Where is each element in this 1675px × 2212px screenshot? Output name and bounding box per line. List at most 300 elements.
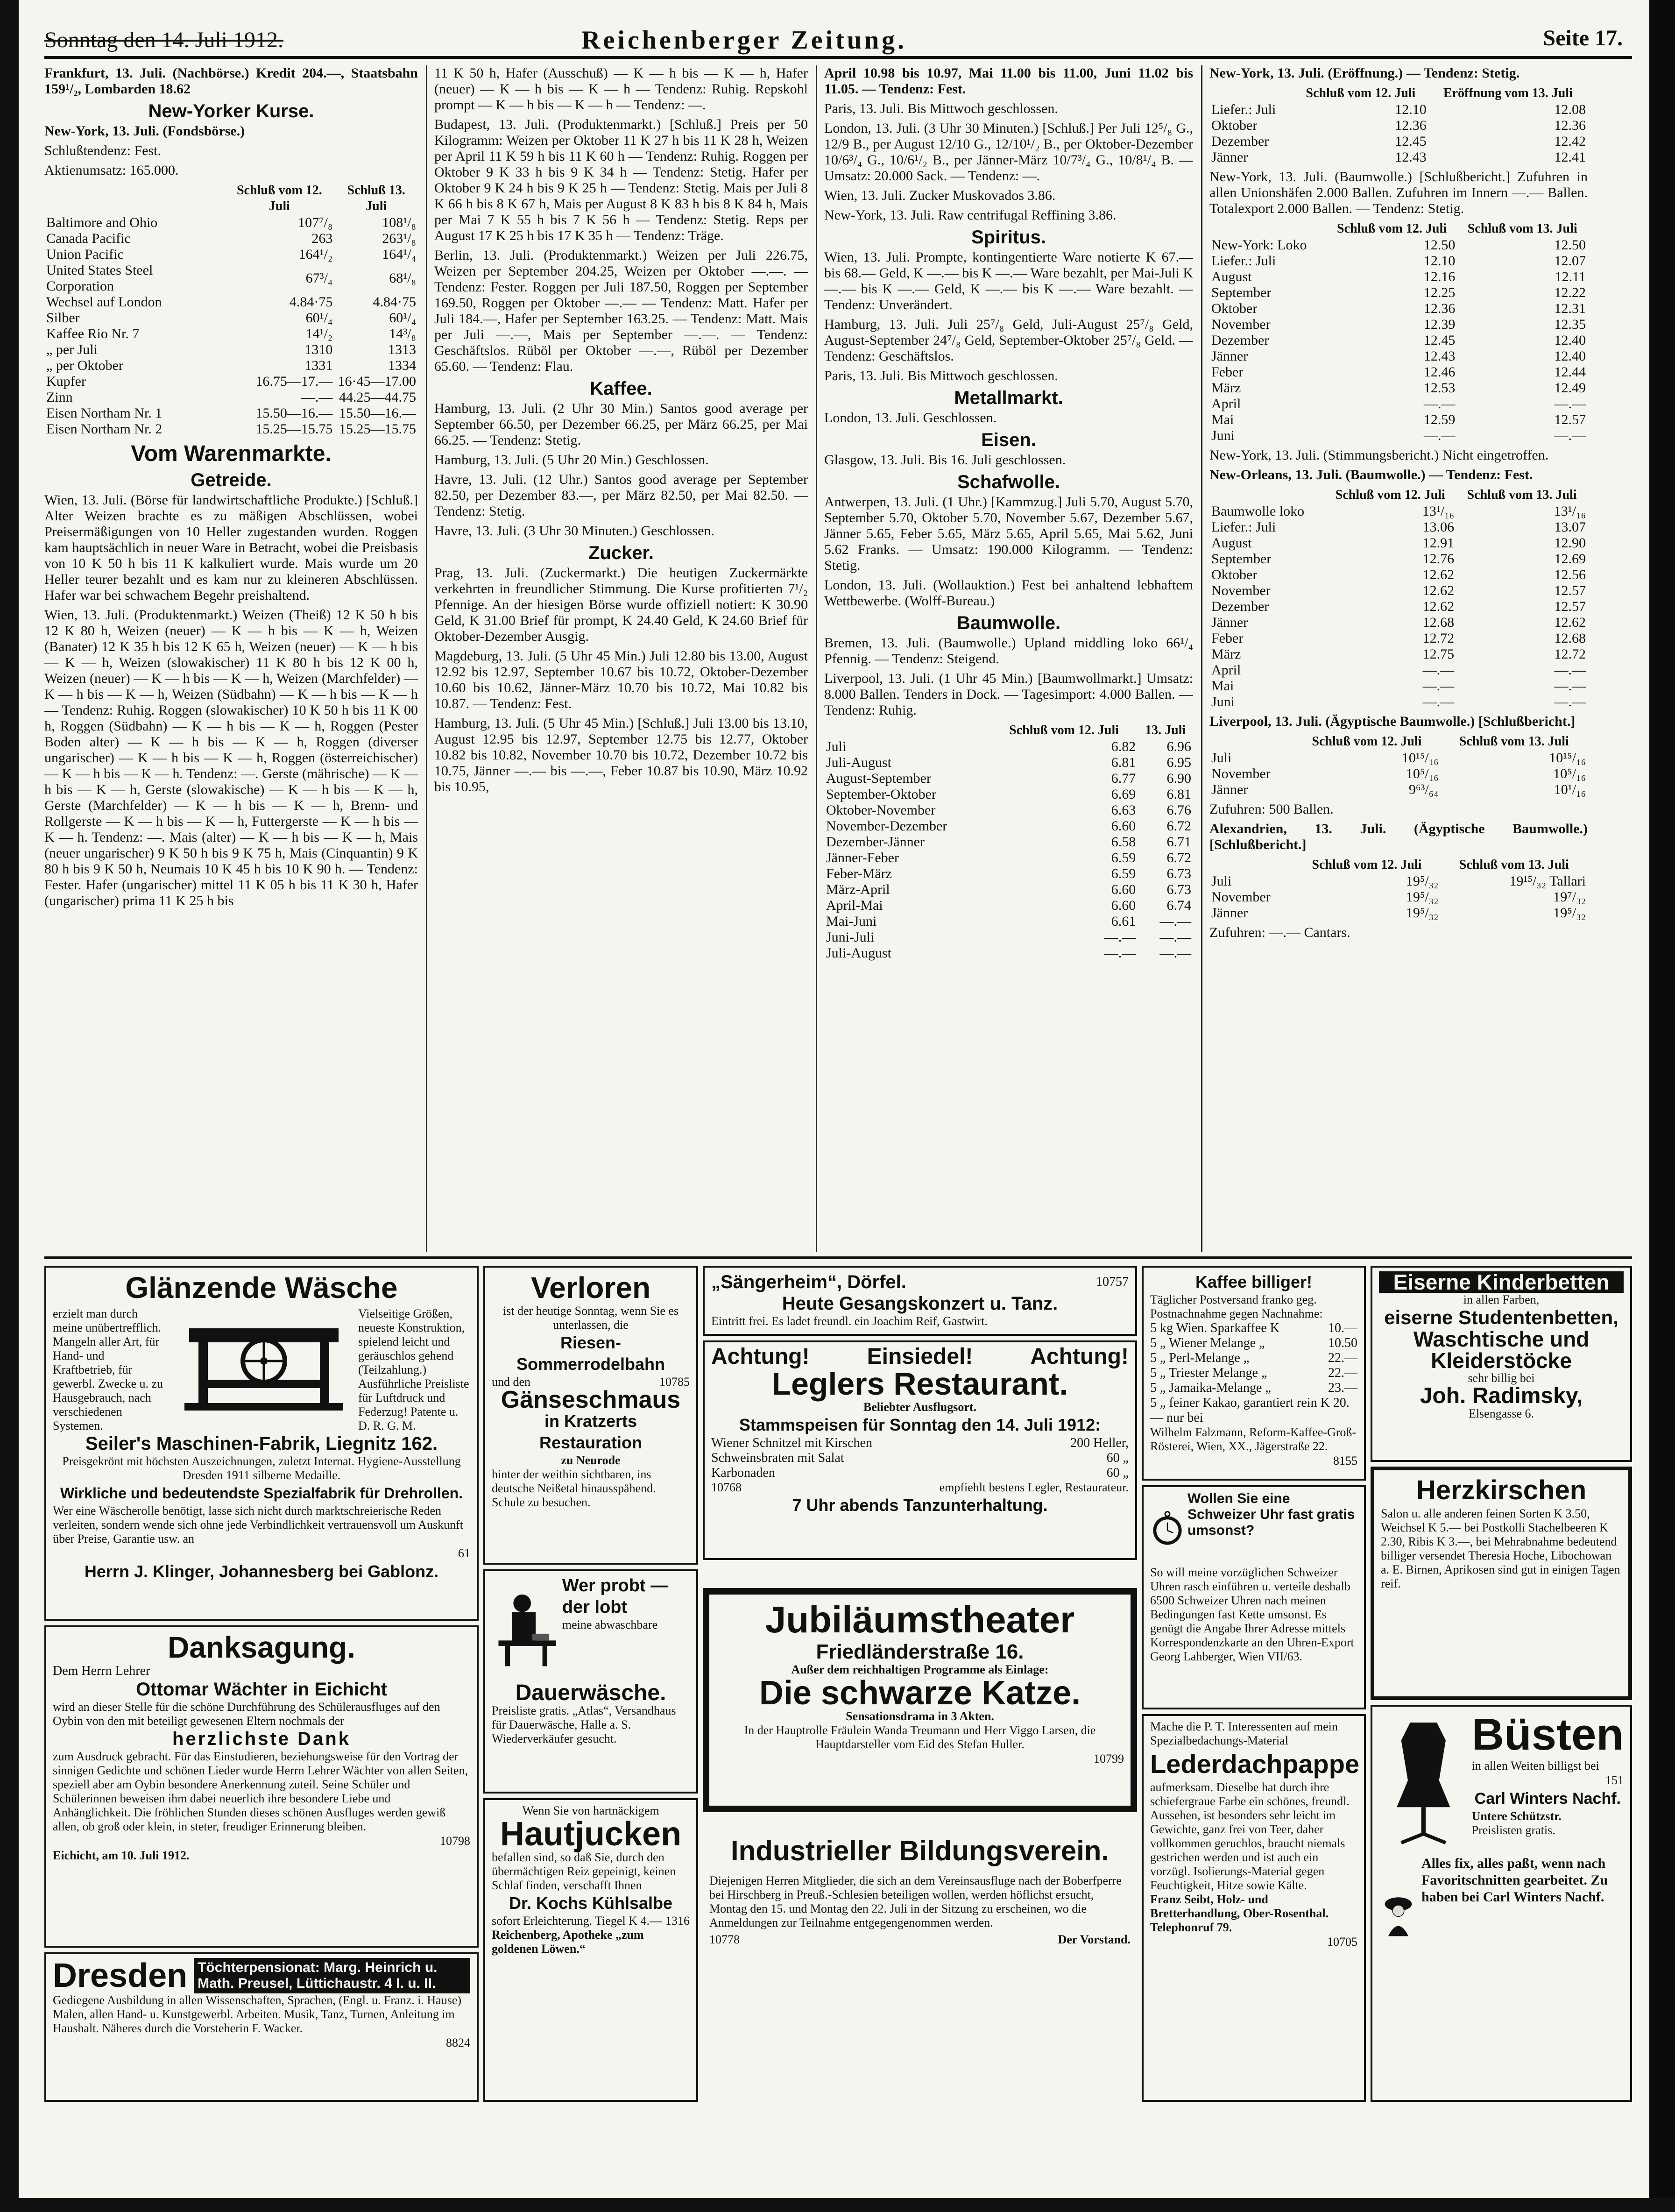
table-row: [1209, 694, 1588, 710]
table-row: [1209, 317, 1588, 333]
item-label: 5 „ Perl-Melange „: [1150, 1351, 1250, 1365]
quote-value: 12.50: [1554, 237, 1586, 253]
table-header: Schluß vom 12. Juli: [1009, 723, 1119, 737]
row-label: Eisen Northam Nr. 1: [46, 405, 163, 421]
quote-value: 12.62: [1422, 567, 1455, 582]
table-header: Schluß vom 12. Juli: [1306, 86, 1416, 100]
ad-danksagung-dank: herzlichste Dank: [172, 1729, 351, 1749]
row-label: Baumwolle loko: [1211, 503, 1305, 519]
row-label: Jänner: [1211, 615, 1248, 630]
row-label: Oktober: [1211, 567, 1258, 582]
quote-value: 12.75: [1422, 646, 1455, 662]
ad-saengerheim-line: Heute Gesangskonzert u. Tanz.: [782, 1293, 1058, 1314]
table-row: [824, 929, 1193, 945]
quote-value: —.—: [1423, 428, 1456, 443]
ad-dachpappe-title: Lederdachpappe: [1150, 1749, 1360, 1779]
ad-verloren-sub1: Riesen-Sommerrodelbahn: [516, 1333, 665, 1374]
table-header: Schluß vom 12. Juli: [1312, 858, 1422, 872]
ad-saengerheim-entry: Eintritt frei. Es ladet freundl. ein Joachim Reif, Gastwirt.: [711, 1314, 988, 1328]
quote-value: 12.36: [1423, 301, 1456, 316]
liverpool-egypt-report: Liverpool, 13. Juli. (Ägyptische Baumwolle.) [Schlußbericht.]: [1209, 714, 1576, 729]
table-row: [1209, 380, 1588, 396]
quote-value: 16.75—17.—: [255, 374, 333, 389]
ad-verloren: [483, 1266, 698, 1565]
ad-saengerheim-title: „Sängerheim“, Dörfel.: [711, 1272, 906, 1292]
quote-value: 68¹/₈: [389, 270, 416, 286]
quote-value: 19⁵/₃₂: [1406, 873, 1439, 889]
ad-theater-film: Die schwarze Katze.: [759, 1674, 1081, 1712]
quote-value: 14¹/₂: [305, 326, 333, 341]
ad-kinderbetten-l3: Waschtische und Kleiderstöcke: [1413, 1327, 1590, 1373]
ad-dachpappe-firm: Franz Seibt, Holz- und Bretterhandlung, Ober-Rosenthal. Telephonruf 79.: [1150, 1893, 1329, 1934]
quote-value: 6.95: [1166, 755, 1191, 770]
antwerpen-report: Antwerpen, 13. Juli. (1 Uhr.) [Kammzug.] Juli 5.70, August 5.70, September 5.70, Oktober 5.70, November 5.67, Dezember 5.67, Jänner 5.65, Feber 5.65, März 5.65, April 5.65, Mai 5.62, Juni 5.62 Franks. — Umsatz: 190.000 Kilogramm. — Tendenz: Stetig.: [824, 494, 1193, 573]
quote-value: 263¹/₈: [382, 231, 416, 246]
row-label: Juli: [1211, 873, 1232, 889]
table-row: [1209, 873, 1588, 889]
row-label: September: [1211, 551, 1272, 567]
row-label: New-York: Loko: [1211, 237, 1307, 253]
table-row: [824, 802, 1193, 818]
quote-value: 1310: [304, 342, 333, 357]
row-label: August: [1211, 269, 1252, 284]
ad-kinderbetten-l2: eiserne Studentenbetten,: [1384, 1306, 1618, 1328]
table-row: [1209, 662, 1588, 678]
ad-atlas-product: Dauerwäsche.: [515, 1680, 666, 1705]
pocket-watch-icon: [1150, 1491, 1185, 1566]
ad-verloren-text3: in Kratzerts Restauration: [539, 1411, 643, 1452]
london-report: London, 13. Juli. (3 Uhr 30 Minuten.) [Schluß.] Per Juli 12⁵/₈ G., 12/9 B., per August 12/10 G., 12/10¹/₂ B., per Oktober-Dezember 10/6³/₄ G., 10/6¹/₂ B., per Jänner-März 10/7³/₄ G., 10/8¹/₄ B. — Umsatz: 20.000 Sack. — Tendenz: —.: [824, 121, 1193, 184]
quote-value: 6.58: [1111, 834, 1136, 850]
ad-buesten: [1371, 1705, 1632, 2102]
quote-value: 12.91: [1422, 535, 1455, 551]
hamburg-kaffee-report-2: Hamburg, 13. Juli. (5 Uhr 20 Min.) Geschlossen.: [434, 452, 709, 468]
table-row: [1209, 396, 1588, 412]
ad-waesche-title: Glänzende Wäsche: [125, 1271, 398, 1305]
quote-value: —.—: [1159, 945, 1191, 961]
quote-value: 6.73: [1166, 882, 1191, 897]
magdeburg-report: Magdeburg, 13. Juli. (5 Uhr 45 Min.) Juli 12.80 bis 13.00, August 12.92 bis 12.97, September 10.67 bis 10.72, Oktober-Dezember 10.60 bis 10.62, Jänner-März 10.70 bis 10.72, Mai 10.82 bis 10.87. — Tendenz: Fest.: [434, 648, 808, 711]
quote-value: 67³/₄: [305, 270, 333, 286]
ad-buesten-text: in allen Weiten billigst bei: [1471, 1759, 1599, 1772]
quote-value: 12.44: [1554, 364, 1586, 380]
item-price: 22.—: [1328, 1351, 1357, 1365]
quote-value: 19¹⁵/₃₂ Tallari: [1509, 873, 1586, 889]
london-metall-report: London, 13. Juli. Geschlossen.: [824, 410, 997, 425]
ad-hautjucken-number: 1316: [665, 1914, 690, 1928]
liverpool-egypt-table: [1209, 733, 1588, 798]
table-row: [1209, 766, 1588, 782]
quote-value: 12.53: [1423, 380, 1456, 396]
quote-value: 6.59: [1111, 850, 1136, 865]
item-label: Karbonaden: [711, 1466, 775, 1480]
price-item: [1150, 1336, 1357, 1351]
quote-value: 12.10: [1423, 253, 1456, 269]
quote-value: 19⁵/₃₂: [1406, 889, 1439, 905]
row-label: Jänner: [1211, 905, 1248, 921]
quote-value: —.—: [1554, 694, 1586, 709]
table-row: [1209, 782, 1588, 798]
table-header: Schluß vom 13. Juli: [1467, 221, 1577, 236]
row-label: Juni: [1211, 428, 1235, 443]
quote-value: 12.43: [1395, 149, 1427, 165]
table-row: [1209, 253, 1588, 269]
row-label: Feber-März: [826, 866, 892, 881]
frankfurt-report: Frankfurt, 13. Juli. (Nachbörse.) Kredit 204.—, Staatsbahn 159¹/₂, Lombarden 18.62: [44, 65, 418, 97]
row-label: September-Oktober: [826, 787, 936, 802]
quote-value: 19⁵/₃₂: [1553, 905, 1586, 921]
quote-value: 1331: [304, 358, 333, 373]
quote-value: 12.59: [1423, 412, 1456, 427]
ad-kinderbetten: [1371, 1266, 1632, 1462]
item-price: 60 „: [1106, 1466, 1129, 1480]
section-title-warenmarkt: Vom Warenmarkte.: [131, 441, 332, 466]
row-label: Liefer.: Juli: [1211, 253, 1276, 269]
ad-uhren-title: Wollen Sie eine Schweizer Uhr fast gratis umsonst?: [1187, 1491, 1355, 1538]
row-label: April-Mai: [826, 898, 883, 913]
ad-herzkirschen-title: Herzkirschen: [1416, 1475, 1587, 1505]
quote-value: 6.69: [1111, 787, 1136, 802]
ad-uhren-text: So will meine vorzüglichen Schweizer Uhren rasch einführen u. verteile deshalb 6500 Schweizer Uhren nach meinen Bedingungen fast Kette umsonst. Es genügt die Angabe Ihrer Adresse mittels Korrespondenzkarte an den Uhren-Export Georg Lahberger, Wien VII/63.: [1150, 1566, 1354, 1663]
ad-buesten-firm: Carl Winters Nachf.: [1474, 1790, 1621, 1808]
section-title-schafwolle: Schafwolle.: [957, 472, 1060, 492]
quote-value: 1334: [388, 358, 416, 373]
quote-value: 12.41: [1554, 149, 1586, 165]
quote-value: 12.11: [1555, 269, 1586, 284]
ad-atlas-waesche: [483, 1569, 698, 1794]
row-label: Jänner: [1211, 149, 1248, 165]
row-label: Dezember: [1211, 134, 1269, 149]
budapest-report: Budapest, 13. Juli. (Produktenmarkt.) [Schluß.] Preis per 50 Kilogramm: Weizen per Oktober 11 K 27 h bis 11 K 28 h, Weizen per April 11 K 59 h bis 11 K 60 h — Tendenz: Ruhig. Roggen per Oktober 9 K 33 h bis 9 K 34 h — Tendenz: Stetig. Hafer per Oktober 9 K 24 h bis 9 K 25 h — Tendenz: Stetig. Mais per Juli 8 K 66 h bis 8 K 67 h, Mais per August 8 K 83 h bis 8 K 84 h, Mais per Mai 7 K 55 h bis 7 K 56 h — Tendenz: Stetig. Reps per August 17 K 25 h bis 17 K 35 h — Tendenz: Träge.: [434, 117, 808, 243]
row-label: Oktober-November: [826, 802, 936, 818]
ad-danksagung-name: Ottomar Wächter in Eichicht: [136, 1679, 387, 1700]
quote-value: 12.42: [1554, 134, 1586, 149]
ad-kinderbetten-firm: Joh. Radimsky,: [1420, 1383, 1583, 1408]
section-title-metallmarkt: Metallmarkt.: [954, 388, 1063, 408]
ad-danksagung-to: Dem Herrn Lehrer: [53, 1664, 150, 1678]
price-item: [1150, 1396, 1357, 1425]
quote-value: 13.07: [1554, 519, 1586, 535]
row-label: „ per Oktober: [46, 358, 123, 373]
ad-dachpappe-intro: Mache die P. T. Interessenten auf mein Spezialbedachungs-Material: [1150, 1720, 1338, 1747]
ad-dresden-title: Töchterpensionat: Marg. Heinrich u. Math. Preusel, Lüttichaustr. 4 I. u. II.: [194, 1958, 470, 1993]
ad-kaffee-number: 8155: [1333, 1454, 1357, 1468]
ad-kaffee-firm: Wilhelm Falzmann, Reform-Kaffee-Groß-Rösterei, Wien, XX., Jägerstraße 22.: [1150, 1425, 1357, 1453]
page-header: [44, 23, 1632, 59]
quote-value: 6.90: [1166, 771, 1191, 786]
item-label: 5 „ Jamaika-Melange „: [1150, 1381, 1271, 1395]
ad-waesche-text: Wer eine Wäscherolle benötigt, lasse sich nicht durch marktschreierische Reden verleiten, sondern wende sich ohne jede Verbindlichkeit vertrauensvoll um Auskunft über Preise, Garantie usw. an: [53, 1504, 463, 1546]
quote-value: 12.49: [1554, 380, 1586, 396]
quote-value: 12.76: [1422, 551, 1455, 567]
quote-value: —.—: [1554, 678, 1586, 694]
ny-opening-table: [1209, 85, 1588, 165]
ad-atlas-title: Wer probt — der lobt: [562, 1576, 669, 1617]
quote-value: 6.74: [1166, 898, 1191, 913]
quote-value: 164¹/₂: [298, 247, 333, 262]
quote-value: 10⁵/₁₆: [1553, 766, 1586, 781]
menu-item: [711, 1436, 1129, 1451]
quote-value: 12.57: [1554, 583, 1586, 598]
ad-waesche-right-text: Vielseitige Größen, neueste Konstruktion, spielend leicht und geräuschlos gehend (Teilzahlung.) Ausführliche Preisliste für Luftdruck und Federzug! Patente u. D. R. G. M.: [358, 1307, 469, 1432]
section-title-eisen: Eisen.: [981, 430, 1036, 450]
row-label: Zinn: [46, 390, 73, 405]
ad-verloren-text2: und den: [492, 1375, 531, 1389]
lady-portrait-illustration: [1379, 1855, 1418, 1977]
table-row: [1209, 583, 1588, 599]
ad-saengerheim: [703, 1266, 1137, 1336]
ny-opening-report: New-York, 13. Juli. (Eröffnung.) — Tendenz: Stetig.: [1209, 65, 1520, 81]
table-row: [1209, 237, 1588, 253]
quote-value: —.—: [1104, 929, 1136, 945]
row-label: Mai: [1211, 678, 1234, 694]
row-label: Jänner-Feber: [826, 850, 899, 865]
quote-value: 6.61: [1111, 914, 1136, 929]
quote-value: 12.69: [1554, 551, 1586, 567]
quote-value: 6.71: [1166, 834, 1191, 850]
item-price: 23.—: [1328, 1381, 1357, 1395]
quote-value: 12.22: [1554, 285, 1586, 300]
ad-legler-dance: 7 Uhr abends Tanzunterhaltung.: [792, 1496, 1048, 1515]
quote-value: 12.46: [1423, 364, 1456, 380]
table-row: [1209, 905, 1588, 921]
item-price: 10.—: [1328, 1321, 1357, 1335]
ad-dresden-city: Dresden: [53, 1957, 188, 1994]
table-header: Schluß vom 12. Juli: [1337, 221, 1447, 236]
table-row: [44, 326, 418, 342]
ad-legler-title: Leglers Restaurant.: [771, 1366, 1068, 1402]
ad-dachpappe: [1142, 1714, 1366, 2102]
ad-waesche-agency: Wirkliche und bedeutendste Spezialfabrik für Drehrollen.: [60, 1485, 463, 1502]
alexandrien-supply: Zufuhren: —.— Cantars.: [1209, 925, 1350, 940]
table-row: [1209, 750, 1588, 766]
table-row: [1209, 412, 1588, 428]
price-item: [1150, 1351, 1357, 1366]
quote-value: 13.06: [1422, 519, 1455, 535]
quote-value: 12.90: [1554, 535, 1586, 551]
table-row: [824, 850, 1193, 866]
quote-value: 12.57: [1554, 412, 1586, 427]
quote-value: 12.72: [1554, 646, 1586, 662]
row-label: Liefer.: Juli: [1211, 102, 1276, 117]
quote-value: 12.43: [1423, 348, 1456, 364]
ad-herzkirschen: [1371, 1467, 1632, 1700]
ad-uhren: [1142, 1485, 1366, 1709]
quote-value: 1313: [388, 342, 416, 357]
ad-buesten-list: Preislisten gratis.: [1471, 1823, 1555, 1837]
quote-value: 6.81: [1111, 755, 1136, 770]
price-item: [1150, 1366, 1357, 1381]
quote-value: —.—: [1159, 929, 1191, 945]
ad-buesten-number: 151: [1605, 1773, 1624, 1787]
ad-theater-title: Jubiläumstheater: [765, 1599, 1075, 1640]
ny-section-title: New-Yorker Kurse.: [148, 101, 314, 121]
table-row: [44, 247, 418, 262]
row-label: September: [1211, 285, 1272, 300]
table-row: [1209, 551, 1588, 567]
ad-kinderbetten-sub: in allen Farben,: [1463, 1293, 1540, 1306]
table-header: Schluß vom 12. Juli: [236, 183, 322, 213]
table-header: Schluß vom 12. Juli: [1312, 734, 1422, 749]
quote-value: 12.56: [1554, 567, 1586, 582]
row-label: Kaffee Rio Nr. 7: [46, 326, 140, 341]
section-title-zucker: Zucker.: [588, 543, 654, 563]
quote-value: 12.40: [1554, 348, 1586, 364]
table-row: [1209, 301, 1588, 317]
row-label: Canada Pacific: [46, 231, 131, 246]
quote-value: 10⁵/₁₆: [1406, 766, 1439, 781]
table-row: [44, 421, 418, 437]
ny-quotes-table: [44, 182, 418, 437]
quote-value: 44.25—44.75: [339, 390, 416, 405]
quote-value: 4.84·75: [289, 294, 333, 310]
alexandrien-table: [1209, 857, 1588, 921]
ad-verloren-text4: hinter der weithin sichtbaren, ins deutsche Neißetal hinausspähend. Schule zu besuchen.: [492, 1468, 656, 1509]
london-wolle-report: London, 13. Juli. (Wollauktion.) Fest bei anhaltend lebhaftem Wettbewerbe. (Wolff-Bureau.): [824, 577, 1193, 609]
row-label: Dezember: [1211, 333, 1269, 348]
ad-hautjucken: [483, 1798, 698, 2102]
price-item: [1150, 1381, 1357, 1396]
table-row: [1209, 149, 1588, 165]
hafer-continuation: 11 K 50 h, Hafer (Ausschuß) — K — h bis — K — h, Hafer (neuer) — K — h bis — K — h — Tendenz: Ruhig. Repskohl prompt — K — h bis — K — h — Tendenz: —.: [434, 65, 808, 113]
ad-verloren-sub2: Gänseschmaus: [501, 1386, 681, 1413]
quote-value: 9⁶³/₆₄: [1408, 782, 1439, 797]
row-label: Kupfer: [46, 374, 86, 389]
quote-value: 12.36: [1395, 118, 1427, 133]
quote-value: 263: [311, 231, 333, 246]
mangle-machine-illustration: [180, 1310, 348, 1417]
column-1: [44, 65, 418, 1252]
quote-value: 15.25—15.75: [255, 421, 333, 437]
table-row: [824, 771, 1193, 787]
quote-value: 16·45—17.00: [338, 374, 416, 389]
quote-value: 12.35: [1554, 317, 1586, 332]
ad-legler-achtung-2: Achtung!: [1030, 1344, 1129, 1369]
item-price: 60 „: [1106, 1451, 1129, 1465]
ny-report-head: New-York, 13. Juli. (Fondsbörse.): [44, 123, 245, 139]
quote-value: —.—: [1554, 662, 1586, 678]
paris-report: Paris, 13. Juli. Bis Mittwoch geschlossen.: [824, 101, 1058, 116]
column-3: [824, 65, 1193, 1252]
table-row: [44, 294, 418, 310]
quote-value: 19⁵/₃₂: [1406, 905, 1439, 921]
quote-value: 108¹/₈: [382, 215, 416, 230]
newyork-zucker-report: New-York, 13. Juli. Raw centrifugal Reffining 3.86.: [824, 207, 1117, 223]
quote-value: 12.45: [1395, 134, 1427, 149]
row-label: Juni-Juli: [826, 929, 875, 945]
ny-stimmung-report: New-York, 13. Juli. (Stimmungsbericht.) Nicht eingetroffen.: [1209, 447, 1549, 463]
quote-value: —.—: [1554, 396, 1586, 411]
quote-value: 6.81: [1166, 787, 1191, 802]
quote-value: 12.07: [1554, 253, 1586, 269]
table-header: Schluß vom 13. Juli: [1459, 734, 1569, 749]
table-row: [44, 358, 418, 374]
ad-waesche-firm: Seiler's Maschinen-Fabrik, Liegnitz 162.: [85, 1433, 438, 1454]
table-header: Schluß vom 13. Juli: [1467, 488, 1577, 502]
table-row: [824, 914, 1193, 929]
wien-spiritus-report: Wien, 13. Juli. Prompte, kontingentierte Ware notierte K 67.— bis 68.— Geld, K —.— bis K —.— Ware bezahlt, per Mai-Juli K —.— bis K —.— Geld, K —.— bis K —.— Ware bezahlt. — Tendenz: Unverändert.: [824, 249, 1193, 312]
new-orleans-table: [1209, 487, 1588, 710]
row-label: Baltimore and Ohio: [46, 215, 158, 230]
row-label: August: [1211, 535, 1252, 551]
table-header: Schluß vom 13. Juli: [1459, 858, 1569, 872]
table-row: [824, 882, 1193, 898]
ad-bildungsverein-text: Diejenigen Herren Mitglieder, die sich an dem Vereinsausfluge nach der Boberfperre bei Hirschberg in Preuß.-Schlesien beteiligen wollen, werden höflichst ersucht, Montag den 15. und Montag den 22. Juli in der Sitzung zu erscheinen, wo die Anmeldungen zur Teilnahme entgegengenommen werden.: [709, 1874, 1122, 1929]
ad-verloren-sub3: zu Neurode: [561, 1453, 621, 1467]
row-label: März-April: [826, 882, 890, 897]
quote-value: 12.62: [1554, 615, 1586, 630]
quote-value: 6.60: [1111, 898, 1136, 913]
ad-dresden-number: 8824: [446, 2036, 470, 2049]
section-title-getreide: Getreide.: [191, 470, 272, 490]
item-label: 5 „ Triester Melange „: [1150, 1366, 1267, 1380]
quote-value: 12.36: [1554, 118, 1586, 133]
column-2: [434, 65, 808, 1252]
ad-hautjucken-title: Hautjucken: [500, 1815, 682, 1853]
header-date: Sonntag den 14. Juli 1912.: [44, 28, 283, 52]
quote-value: —.—: [1554, 428, 1586, 443]
table-header: Schluß vom 12. Juli: [1335, 488, 1445, 502]
table-row: [824, 755, 1193, 771]
ny-baumwolle-report: New-York, 13. Juli. (Baumwolle.) [Schlußbericht.] Zufuhren in allen Unionshäfen 2.000 Ballen. Zufuhren im Innern —.— Ballen. Totalexport 2.000 Ballen. — Tendenz: Stetig.: [1209, 169, 1588, 216]
ad-theater-cast: In der Hauptrolle Fräulein Wanda Treumann und Herr Viggo Larsen, die Hauptdarsteller vom Eid des Stefan Huller.: [744, 1723, 1096, 1751]
item-label: Wiener Schnitzel mit Kirschen: [711, 1436, 872, 1450]
quote-value: 6.60: [1111, 818, 1136, 834]
ad-bildungsverein-sign: Der Vorstand.: [1058, 1933, 1131, 1946]
table-row: [1209, 503, 1588, 519]
quote-value: 19⁷/₃₂: [1553, 889, 1586, 905]
table-row: [1209, 333, 1588, 348]
ad-danksagung-text1: wird an dieser Stelle für die schöne Durchführung des Schülerausfluges auf den Oybin von den mit beteiligt gewesenen Eltern nochmals der: [53, 1700, 440, 1728]
ad-legler-sub: Beliebter Ausflugsort.: [863, 1400, 977, 1414]
item-label: Schweinsbraten mit Salat: [711, 1451, 844, 1465]
row-label: November: [1211, 766, 1271, 781]
ad-danksagung-number: 10798: [440, 1834, 470, 1848]
item-label: 5 „ feiner Kakao, garantiert rein K 20.— nur bei: [1150, 1396, 1350, 1425]
table-row: [1209, 646, 1588, 662]
row-label: Juli-August: [826, 755, 892, 770]
havre-report: Havre, 13. Juli. (12 Uhr.) Santos good average per September 82.50, per Dezember 83.—, per März 82.50, per Mai 82.50. — Tendenz: Stetig.: [434, 472, 808, 519]
berlin-report: Berlin, 13. Juli. (Produktenmarkt.) Weizen per Juli 226.75, Weizen per September 204.25, Weizen per Oktober —.—. — Tendenz: Fester. Roggen per Juli 187.50, Roggen per September 169.50, Roggen per Oktober —.— — Tendenz: Matt. Hafer per Juli 184.—, Hafer per September 163.25. — Tendenz: Matt. Mais per Juli —.—, Mais per September —.—. — Tendenz: Geschäftslos. Rüböl per Oktober —.—, Rüböl per Dezember 65.60. — Tendenz: Flau.: [434, 248, 808, 374]
menu-item: [711, 1466, 1129, 1481]
alexandrien-report: Alexandrien, 13. Juli. (Ägyptische Baumwolle.) [Schlußbericht.]: [1209, 821, 1588, 852]
hamburg-zucker-report: Hamburg, 13. Juli. (5 Uhr 45 Min.) [Schluß.] Juli 13.00 bis 13.10, August 12.95 bis 12.97, September 12.75 bis 12.77, Oktober 10.82 bis 10.82, November 10.70 bis 10.72, Dezember 10.72 bis 10.75, Jänner —.— bis —.—, Feber 10.87 bis 10.90, März 10.92 bis 10.95,: [434, 716, 808, 794]
ad-bildungsverein: [703, 1831, 1137, 2102]
quote-value: 6.72: [1166, 818, 1191, 834]
quote-value: 10¹/₁₆: [1554, 782, 1586, 797]
row-label: United States Steel Corporation: [46, 262, 153, 294]
ad-dresden: [44, 1952, 479, 2102]
price-item: [1150, 1321, 1357, 1336]
item-price: 10.50: [1328, 1336, 1357, 1350]
row-label: Dezember-Jänner: [826, 834, 925, 850]
quote-value: —.—: [1104, 945, 1136, 961]
ad-waesche-number: 61: [458, 1546, 470, 1560]
glasgow-report: Glasgow, 13. Juli. Bis 16. Juli geschlossen.: [824, 452, 1066, 468]
row-label: November: [1211, 317, 1271, 332]
dress-form-illustration: [1379, 1710, 1468, 1850]
item-price: 22.—: [1328, 1366, 1357, 1380]
ad-herzkirschen-text: Salon u. alle anderen feinen Sorten K 3.50, Weichsel K 5.— bei Postkolli Stachelbeeren K 2.30, Ribis K 3.—, bei Mehrabnahme bedeutend billiger versendet Theresia Hoche, Libochowan a. E. Birnen, Aprikosen sind gut in einigen Tagen reif.: [1381, 1507, 1620, 1590]
table-row: [1209, 519, 1588, 535]
ad-kinderbetten-sub2: sehr billig bei: [1468, 1371, 1535, 1385]
table-row: [1209, 535, 1588, 551]
new-orleans-report: New-Orleans, 13. Juli. (Baumwolle.) — Tendenz: Fest.: [1209, 467, 1533, 482]
newspaper-title: Reichenberger Zeitung.: [581, 26, 907, 55]
item-label: 5 „ Wiener Melange „: [1150, 1336, 1265, 1350]
row-label: Jänner: [1211, 348, 1248, 364]
row-label: Oktober: [1211, 301, 1258, 316]
